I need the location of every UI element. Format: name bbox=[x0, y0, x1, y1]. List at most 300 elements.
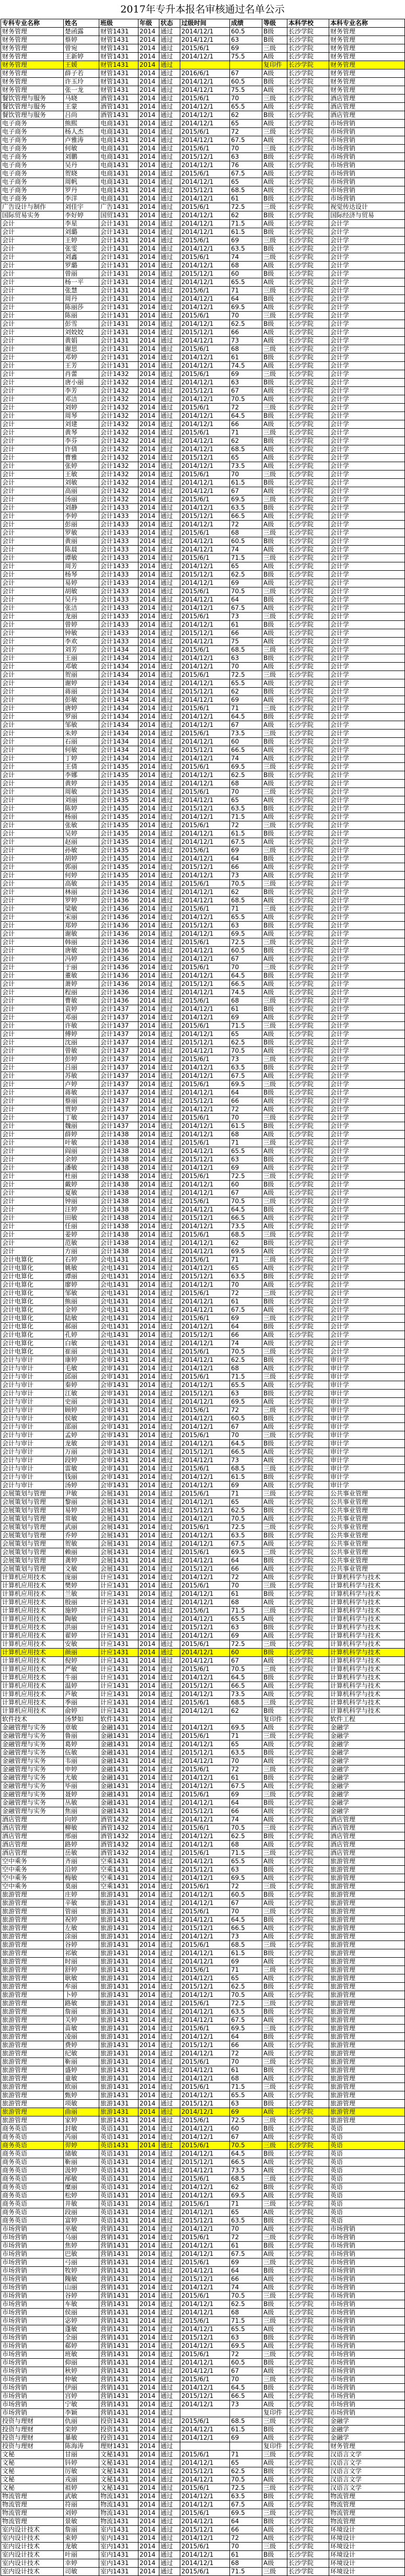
cell-level: B级 bbox=[262, 1557, 287, 1565]
cell-level: A级 bbox=[262, 1097, 287, 1105]
cell-major: 会计 bbox=[1, 571, 64, 579]
cell-bachelor-major: 会计学 bbox=[329, 1189, 405, 1197]
cell-major: 市场营销 bbox=[1, 2225, 64, 2233]
cell-name: 韦丽 bbox=[64, 1757, 99, 1766]
cell-grade: 2014 bbox=[138, 2116, 159, 2125]
cell-score: 66.5 bbox=[230, 1682, 262, 1690]
cell-grade: 2014 bbox=[138, 738, 159, 746]
cell-pass-date: 2014/12/1 bbox=[180, 2534, 230, 2543]
cell-major: 室内设计技术 bbox=[1, 2551, 64, 2559]
cell-score: 71 bbox=[230, 1139, 262, 1147]
cell-name: 龙敏 bbox=[64, 1440, 99, 1448]
cell-bachelor-major: 会计学 bbox=[329, 755, 405, 763]
cell-university: 长沙学院 bbox=[287, 1306, 329, 1314]
cell-status: 通过 bbox=[159, 1306, 180, 1314]
cell-university: 长沙学院 bbox=[287, 203, 329, 211]
cell-score: 63 bbox=[230, 1156, 262, 1164]
cell-university: 长沙学院 bbox=[287, 1624, 329, 1632]
cell-pass-date bbox=[180, 2442, 230, 2451]
cell-major: 财务管理 bbox=[1, 36, 64, 44]
cell-name: 李欢 bbox=[64, 638, 99, 646]
cell-major: 会计与审计 bbox=[1, 1365, 64, 1373]
cell-name: 牧婷 bbox=[64, 2267, 99, 2275]
cell-name: 顾婷 bbox=[64, 1406, 99, 1415]
cell-grade: 2014 bbox=[138, 1540, 159, 1548]
cell-name: 赵丽 bbox=[64, 838, 99, 846]
cell-score: 63 bbox=[230, 153, 262, 161]
cell-grade: 2014 bbox=[138, 2142, 159, 2150]
cell-class: 会计1433 bbox=[99, 554, 138, 562]
cell-level: A级 bbox=[262, 1248, 287, 1256]
cell-pass-date: 2014/12/1 bbox=[180, 2459, 230, 2467]
cell-bachelor-major: 会计学 bbox=[329, 788, 405, 796]
cell-level: 三级 bbox=[262, 587, 287, 596]
cell-class: 会审1431 bbox=[99, 1465, 138, 1473]
cell-class: 会计1434 bbox=[99, 688, 138, 696]
cell-name: 姜婷 bbox=[64, 1231, 99, 1239]
cell-pass-date: 2014/12/1 bbox=[180, 1974, 230, 1983]
cell-status: 通过 bbox=[159, 44, 180, 53]
cell-class: 会展1431 bbox=[99, 1523, 138, 1532]
cell-name: 曾丽 bbox=[64, 270, 99, 278]
table-row bbox=[1, 1649, 405, 1657]
cell-bachelor-major: 计算机科学与技术 bbox=[329, 1699, 405, 1707]
cell-pass-date: 2014/12/1 bbox=[180, 278, 230, 287]
cell-major: 会计 bbox=[1, 303, 64, 312]
cell-bachelor-major: 会计学 bbox=[329, 888, 405, 897]
cell-bachelor-major: 金融学 bbox=[329, 2417, 405, 2426]
cell-pass-date: 2014/12/1 bbox=[180, 1189, 230, 1197]
cell-level: B级 bbox=[262, 1298, 287, 1306]
cell-status: 通过 bbox=[159, 395, 180, 404]
cell-bachelor-major: 计算机科学与技术 bbox=[329, 1624, 405, 1632]
cell-score: 62.5 bbox=[230, 1983, 262, 1991]
cell-pass-date: 2015/6/1 bbox=[180, 1665, 230, 1674]
cell-class: 会计1433 bbox=[99, 596, 138, 604]
cell-status: 通过 bbox=[159, 872, 180, 880]
cell-major: 酒店管理 bbox=[1, 1832, 64, 1841]
cell-pass-date: 2014/12/1 bbox=[180, 972, 230, 980]
cell-grade: 2014 bbox=[138, 1582, 159, 1590]
cell-class: 电商1431 bbox=[99, 161, 138, 170]
cell-score: 70.5 bbox=[230, 2292, 262, 2300]
cell-university: 长沙学院 bbox=[287, 362, 329, 370]
table-row bbox=[1, 145, 405, 153]
cell-status: 通过 bbox=[159, 1665, 180, 1674]
cell-status: 通过 bbox=[159, 78, 180, 86]
cell-major: 金融管理与实务 bbox=[1, 1749, 64, 1757]
cell-pass-date: 2015/12/1 bbox=[180, 1507, 230, 1515]
cell-name: 祖婷 bbox=[64, 2484, 99, 2492]
cell-major: 会计 bbox=[1, 1114, 64, 1122]
cell-pass-date: 2014/12/1 bbox=[180, 546, 230, 554]
cell-status: 通过 bbox=[159, 938, 180, 947]
table-row bbox=[1, 821, 405, 830]
cell-name: 尹敏 bbox=[64, 1490, 99, 1498]
cell-pass-date: 2014/12/1 bbox=[180, 1657, 230, 1665]
cell-bachelor-major: 酒店管理 bbox=[329, 103, 405, 111]
cell-university: 长沙学院 bbox=[287, 688, 329, 696]
cell-name: 芮丽 bbox=[64, 2133, 99, 2142]
cell-class: 营销1431 bbox=[99, 2350, 138, 2359]
cell-score: 64 bbox=[230, 1323, 262, 1331]
cell-class: 会展1431 bbox=[99, 1565, 138, 1573]
cell-bachelor-major: 会计学 bbox=[329, 1256, 405, 1264]
table-row bbox=[1, 1206, 405, 1214]
cell-score: 69.5 bbox=[230, 2342, 262, 2350]
cell-bachelor-major: 会计学 bbox=[329, 905, 405, 913]
table-row bbox=[1, 370, 405, 379]
cell-name: 龚婷 bbox=[64, 1557, 99, 1565]
cell-pass-date: 2014/12/1 bbox=[180, 1264, 230, 1273]
cell-major: 金融管理与实务 bbox=[1, 1766, 64, 1774]
cell-major: 旅游管理 bbox=[1, 1949, 64, 1958]
cell-score: 69.5 bbox=[230, 2192, 262, 2200]
cell-class: 会计1437 bbox=[99, 1080, 138, 1089]
cell-class: 会计1432 bbox=[99, 496, 138, 504]
cell-level: 三级 bbox=[262, 1883, 287, 1891]
cell-major: 文秘 bbox=[1, 2459, 64, 2467]
cell-level: B级 bbox=[262, 805, 287, 813]
cell-name: 刘鹏 bbox=[64, 153, 99, 161]
cell-grade: 2014 bbox=[138, 1974, 159, 1983]
cell-university: 长沙学院 bbox=[287, 621, 329, 629]
cell-bachelor-major: 会计学 bbox=[329, 487, 405, 496]
table-row bbox=[1, 1991, 405, 1999]
cell-score: 62.5 bbox=[230, 1507, 262, 1515]
table-row bbox=[1, 972, 405, 980]
cell-bachelor-major: 酒店管理 bbox=[329, 1849, 405, 1857]
cell-level: A级 bbox=[262, 838, 287, 846]
cell-pass-date: 2014/12/1 bbox=[180, 1757, 230, 1766]
cell-class: 会计1438 bbox=[99, 1164, 138, 1172]
cell-level: A级 bbox=[262, 897, 287, 905]
table-row bbox=[1, 1966, 405, 1974]
cell-bachelor-major: 会计学 bbox=[329, 1156, 405, 1164]
cell-status: 通过 bbox=[159, 704, 180, 713]
cell-grade: 2014 bbox=[138, 2317, 159, 2325]
cell-major: 商务英语 bbox=[1, 2208, 64, 2217]
cell-major: 会计 bbox=[1, 354, 64, 362]
cell-major: 会计 bbox=[1, 462, 64, 470]
cell-status: 通过 bbox=[159, 2016, 180, 2025]
cell-major: 会计 bbox=[1, 913, 64, 922]
cell-class: 财管1431 bbox=[99, 78, 138, 86]
cell-name: 王芳 bbox=[64, 362, 99, 370]
cell-major: 会计 bbox=[1, 654, 64, 663]
cell-status: 通过 bbox=[159, 95, 180, 103]
cell-name: 严敏 bbox=[64, 1665, 99, 1674]
cell-major: 会计 bbox=[1, 613, 64, 621]
cell-level: A级 bbox=[262, 337, 287, 345]
cell-score: 60.5 bbox=[230, 1891, 262, 1899]
cell-name: 牟丽 bbox=[64, 1983, 99, 1991]
cell-grade: 2014 bbox=[138, 1072, 159, 1080]
cell-name: 甄婷 bbox=[64, 2091, 99, 2100]
table-row bbox=[1, 2242, 405, 2250]
cell-status: 通过 bbox=[159, 613, 180, 621]
cell-score: 62 bbox=[230, 888, 262, 897]
cell-status: 通过 bbox=[159, 1816, 180, 1824]
cell-class: 会计1435 bbox=[99, 821, 138, 830]
cell-class: 会计1432 bbox=[99, 379, 138, 387]
cell-score: 62 bbox=[230, 1239, 262, 1248]
cell-status: 通过 bbox=[159, 1356, 180, 1365]
cell-major: 旅游管理 bbox=[1, 1966, 64, 1974]
table-row bbox=[1, 1339, 405, 1348]
cell-university: 长沙学院 bbox=[287, 2200, 329, 2208]
cell-level: A级 bbox=[262, 1306, 287, 1314]
cell-grade: 2014 bbox=[138, 663, 159, 671]
cell-status: 通过 bbox=[159, 955, 180, 963]
cell-major: 会计 bbox=[1, 755, 64, 763]
table-row bbox=[1, 1080, 405, 1089]
cell-major: 会计 bbox=[1, 270, 64, 278]
cell-status: 通过 bbox=[159, 1490, 180, 1498]
cell-bachelor-major: 金融学 bbox=[329, 1757, 405, 1766]
cell-status: 通过 bbox=[159, 1281, 180, 1289]
cell-score: 63.5 bbox=[230, 504, 262, 512]
cell-level: B级 bbox=[262, 354, 287, 362]
cell-major: 财务管理 bbox=[1, 78, 64, 86]
cell-level: B级 bbox=[262, 1774, 287, 1782]
cell-university: 长沙学院 bbox=[287, 1573, 329, 1582]
cell-university: 长沙学院 bbox=[287, 420, 329, 429]
cell-status: 通过 bbox=[159, 136, 180, 145]
cell-pass-date: 2014/12/1 bbox=[180, 2050, 230, 2058]
cell-level: 三级 bbox=[262, 2116, 287, 2125]
cell-name: 何敏 bbox=[64, 746, 99, 755]
cell-pass-date: 2014/12/1 bbox=[180, 303, 230, 312]
cell-name: 庄婷 bbox=[64, 1891, 99, 1899]
cell-pass-date: 2014/12/1 bbox=[180, 2551, 230, 2559]
cell-pass-date: 2014/12/1 bbox=[180, 1799, 230, 1807]
table-row bbox=[1, 2292, 405, 2300]
cell-university: 长沙学院 bbox=[287, 1690, 329, 1699]
cell-university: 长沙学院 bbox=[287, 1331, 329, 1339]
cell-university: 长沙学院 bbox=[287, 855, 329, 863]
cell-level: B级 bbox=[262, 1005, 287, 1014]
cell-grade: 2014 bbox=[138, 2217, 159, 2225]
cell-class: 会计1432 bbox=[99, 412, 138, 420]
cell-major: 会计 bbox=[1, 1080, 64, 1089]
table-row bbox=[1, 1548, 405, 1557]
cell-score: 61.5 bbox=[230, 830, 262, 838]
cell-pass-date: 2015/12/1 bbox=[180, 2100, 230, 2108]
cell-university: 长沙学院 bbox=[287, 1649, 329, 1657]
cell-pass-date: 2014/12/1 bbox=[180, 1816, 230, 1824]
cell-score: 76 bbox=[230, 161, 262, 170]
cell-university: 长沙学院 bbox=[287, 1323, 329, 1331]
table-row bbox=[1, 253, 405, 262]
cell-name: 陆敏 bbox=[64, 1314, 99, 1323]
cell-bachelor-major: 会计学 bbox=[329, 1298, 405, 1306]
cell-grade: 2014 bbox=[138, 2259, 159, 2267]
cell-name: 韩丽 bbox=[64, 938, 99, 947]
cell-level: B级 bbox=[262, 2467, 287, 2476]
cell-class: 理财1431 bbox=[99, 2442, 138, 2451]
cell-grade: 2014 bbox=[138, 629, 159, 638]
cell-level: B级 bbox=[262, 28, 287, 36]
table-row bbox=[1, 1047, 405, 1055]
cell-level: A级 bbox=[262, 1807, 287, 1816]
cell-pass-date: 2015/6/1 bbox=[180, 237, 230, 245]
table-body bbox=[1, 28, 405, 2576]
table-row bbox=[1, 1507, 405, 1515]
cell-university: 长沙学院 bbox=[287, 120, 329, 128]
cell-status: 通过 bbox=[159, 1866, 180, 1874]
cell-class: 营销1431 bbox=[99, 2284, 138, 2292]
cell-pass-date: 2014/12/1 bbox=[180, 1072, 230, 1080]
cell-name: 蓬敏 bbox=[64, 2325, 99, 2334]
cell-name: 蒋丽 bbox=[64, 688, 99, 696]
cell-bachelor-major: 会计学 bbox=[329, 404, 405, 412]
cell-bachelor-major: 软件工程 bbox=[329, 1715, 405, 1724]
cell-pass-date: 2014/12/1 bbox=[180, 1481, 230, 1490]
cell-university: 长沙学院 bbox=[287, 1055, 329, 1064]
cell-grade: 2014 bbox=[138, 1565, 159, 1573]
cell-grade: 2014 bbox=[138, 362, 159, 370]
cell-pass-date: 2014/12/1 bbox=[180, 2075, 230, 2083]
cell-grade: 2014 bbox=[138, 2350, 159, 2359]
cell-major: 商务英语 bbox=[1, 2200, 64, 2208]
header-score: 成绩 bbox=[230, 19, 262, 28]
cell-name: 彭敏 bbox=[64, 696, 99, 704]
cell-status: 通过 bbox=[159, 1699, 180, 1707]
table-row bbox=[1, 1557, 405, 1565]
cell-pass-date: 2014/12/1 bbox=[180, 2066, 230, 2075]
cell-name: 仲敏 bbox=[64, 2375, 99, 2384]
cell-score: 71 bbox=[230, 1966, 262, 1974]
cell-level: 三级 bbox=[262, 2292, 287, 2300]
cell-bachelor-major: 会计学 bbox=[329, 320, 405, 328]
cell-pass-date: 2015/12/1 bbox=[180, 387, 230, 395]
cell-class: 英语1431 bbox=[99, 2158, 138, 2167]
cell-score: 71.5 bbox=[230, 1373, 262, 1381]
cell-score: 63 bbox=[230, 1866, 262, 1874]
table-row bbox=[1, 730, 405, 738]
table-row bbox=[1, 1532, 405, 1540]
cell-status: 通过 bbox=[159, 512, 180, 521]
cell-score: 72 bbox=[230, 1573, 262, 1582]
cell-bachelor-major: 酒店管理 bbox=[329, 111, 405, 120]
cell-grade: 2014 bbox=[138, 128, 159, 136]
cell-score: 63.5 bbox=[230, 1273, 262, 1281]
cell-grade: 2014 bbox=[138, 1749, 159, 1757]
cell-bachelor-major: 审计学 bbox=[329, 1423, 405, 1431]
cell-name: 刘璐 bbox=[64, 228, 99, 237]
cell-bachelor-major: 旅游管理 bbox=[329, 2041, 405, 2050]
cell-pass-date: 2014/12/1 bbox=[180, 2309, 230, 2317]
cell-name: 洪丽 bbox=[64, 1624, 99, 1632]
cell-class: 会计1438 bbox=[99, 1222, 138, 1231]
table-row bbox=[1, 504, 405, 512]
cell-level: 三级 bbox=[262, 529, 287, 537]
cell-level: B级 bbox=[262, 1891, 287, 1899]
cell-status: 通过 bbox=[159, 345, 180, 354]
cell-grade: 2014 bbox=[138, 504, 159, 512]
cell-grade: 2014 bbox=[138, 755, 159, 763]
cell-class: 室内1431 bbox=[99, 2543, 138, 2551]
cell-pass-date: 2014/12/1 bbox=[180, 579, 230, 587]
cell-pass-date: 2014/12/1 bbox=[180, 947, 230, 955]
cell-bachelor-major: 审计学 bbox=[329, 1415, 405, 1423]
cell-name: 刘敏 bbox=[64, 479, 99, 487]
cell-bachelor-major: 市场营销 bbox=[329, 2325, 405, 2334]
cell-score: 67 bbox=[230, 1423, 262, 1431]
cell-score: 66.5 bbox=[230, 746, 262, 755]
cell-bachelor-major: 会计学 bbox=[329, 462, 405, 470]
cell-university: 长沙学院 bbox=[287, 980, 329, 989]
cell-status: 通过 bbox=[159, 1080, 180, 1089]
cell-bachelor-major: 公共事业管理 bbox=[329, 1515, 405, 1523]
cell-major: 会计 bbox=[1, 972, 64, 980]
cell-level: A级 bbox=[262, 445, 287, 454]
cell-grade: 2014 bbox=[138, 679, 159, 688]
cell-status: 通过 bbox=[159, 1289, 180, 1298]
table-row bbox=[1, 1523, 405, 1532]
cell-major: 会计 bbox=[1, 1139, 64, 1147]
cell-university: 长沙学院 bbox=[287, 1273, 329, 1281]
cell-major: 商务英语 bbox=[1, 2192, 64, 2200]
cell-level: A级 bbox=[262, 721, 287, 730]
cell-class: 计应1431 bbox=[99, 1590, 138, 1598]
cell-university: 长沙学院 bbox=[287, 1615, 329, 1624]
cell-level: A级 bbox=[262, 2459, 287, 2467]
cell-major: 市场营销 bbox=[1, 2342, 64, 2350]
cell-bachelor-major: 会计学 bbox=[329, 237, 405, 245]
cell-level: 三级 bbox=[262, 1172, 287, 1181]
cell-name: 吕丽 bbox=[64, 1064, 99, 1072]
cell-score: 65.5 bbox=[230, 2325, 262, 2334]
cell-score: 71.5 bbox=[230, 2568, 262, 2576]
cell-name: 周帆 bbox=[64, 178, 99, 186]
cell-name: 曹敏 bbox=[64, 997, 99, 1005]
cell-bachelor-major: 英语 bbox=[329, 2142, 405, 2150]
cell-status: 通过 bbox=[159, 2492, 180, 2501]
cell-class: 会计1437 bbox=[99, 1089, 138, 1097]
cell-major: 酒店管理 bbox=[1, 1824, 64, 1832]
cell-university: 长沙学院 bbox=[287, 997, 329, 1005]
cell-class: 会计1438 bbox=[99, 1197, 138, 1206]
cell-major: 会计 bbox=[1, 872, 64, 880]
cell-score: 72 bbox=[230, 2233, 262, 2242]
cell-class: 营销1431 bbox=[99, 2225, 138, 2233]
cell-status: 通过 bbox=[159, 2384, 180, 2392]
cell-status: 通过 bbox=[159, 2125, 180, 2133]
cell-name: 汤丽 bbox=[64, 496, 99, 504]
cell-name: 金婷 bbox=[64, 1306, 99, 1314]
cell-status: 通过 bbox=[159, 1498, 180, 1507]
cell-bachelor-major: 旅游管理 bbox=[329, 1941, 405, 1949]
cell-major: 会展策划与管理 bbox=[1, 1515, 64, 1523]
cell-status: 通过 bbox=[159, 2359, 180, 2367]
cell-bachelor-major: 会计学 bbox=[329, 270, 405, 278]
cell-name: 邓敏 bbox=[64, 663, 99, 671]
cell-grade: 2014 bbox=[138, 1172, 159, 1181]
cell-bachelor-major: 财务管理 bbox=[329, 44, 405, 53]
table-row bbox=[1, 128, 405, 136]
cell-level: 三级 bbox=[262, 1665, 287, 1674]
cell-status: 通过 bbox=[159, 2334, 180, 2342]
cell-university: 长沙学院 bbox=[287, 2526, 329, 2534]
table-row bbox=[1, 470, 405, 479]
cell-level: 三级 bbox=[262, 2058, 287, 2066]
cell-score: 71 bbox=[230, 287, 262, 295]
cell-pass-date: 2015/6/1 bbox=[180, 646, 230, 654]
cell-pass-date: 2015/6/1 bbox=[180, 345, 230, 354]
cell-score: 72 bbox=[230, 521, 262, 529]
